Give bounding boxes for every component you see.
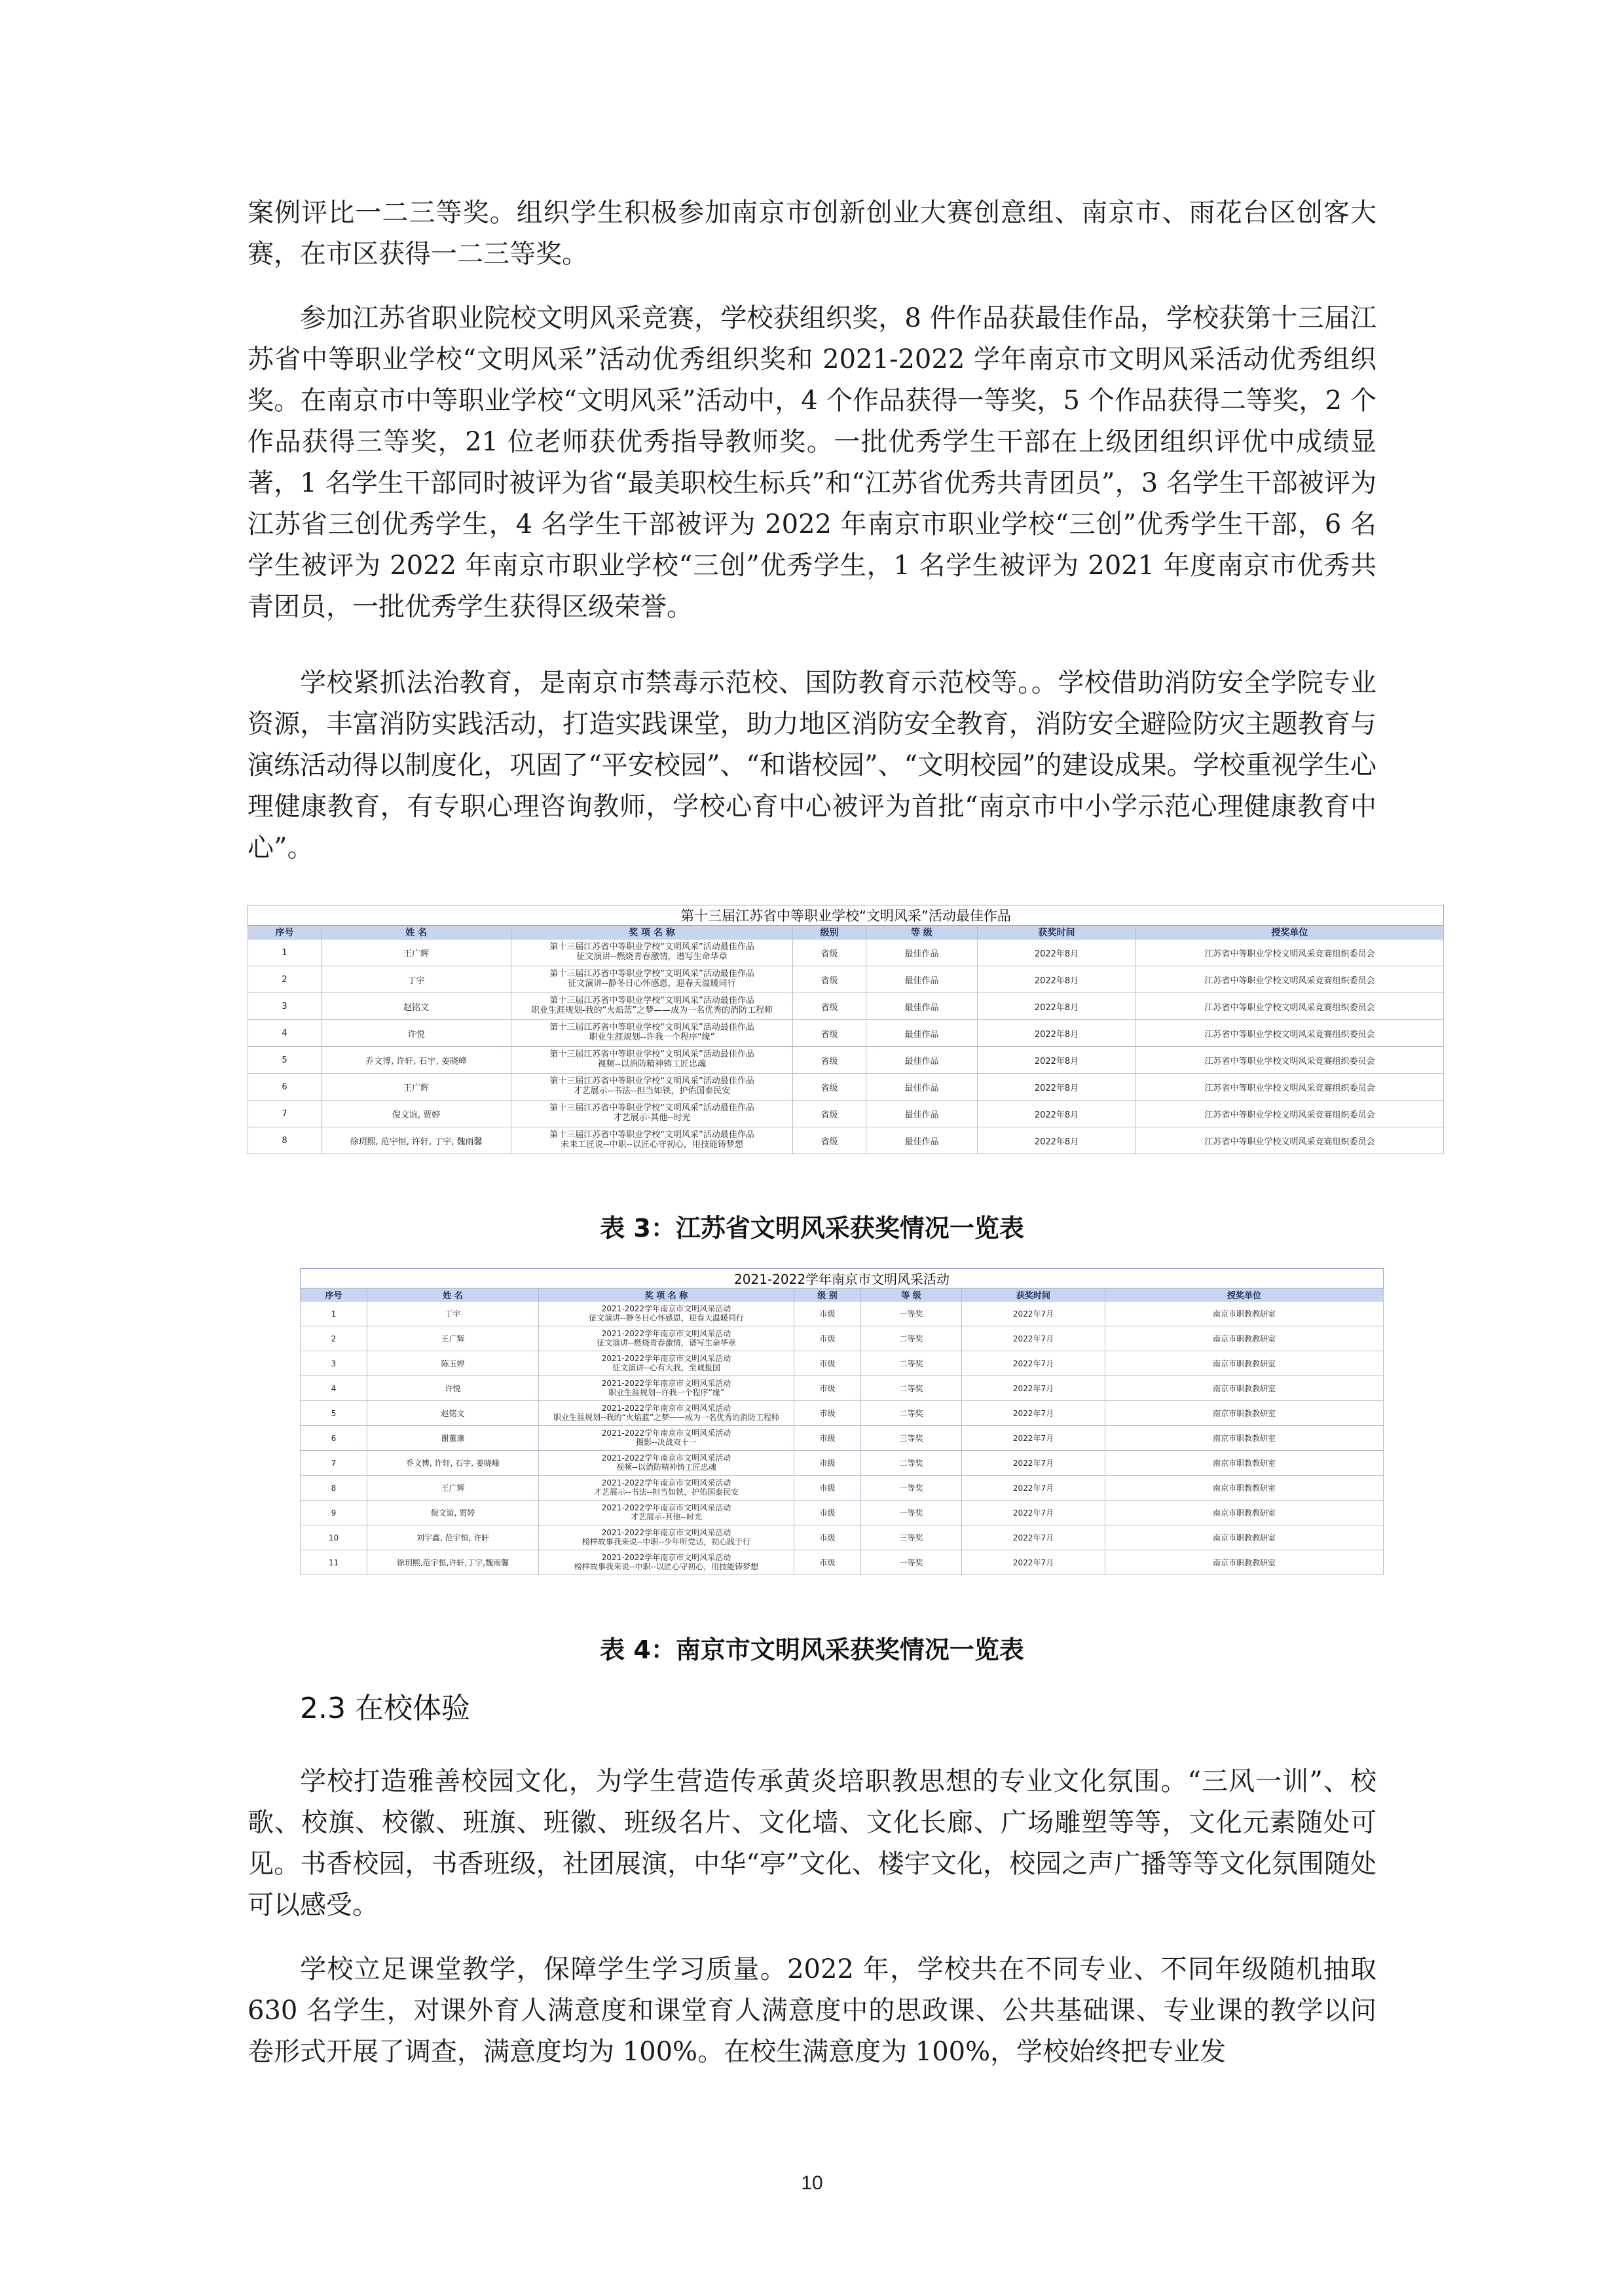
cell-number: 5 (248, 1047, 322, 1074)
table-row (301, 1302, 1384, 1326)
award-title: 2021-2022学年南京市文明风采活动 (601, 1503, 731, 1512)
award-title: 2021-2022学年南京市文明风采活动 (601, 1328, 731, 1338)
cell-grade: 一等奖 (861, 1476, 962, 1501)
cell-name: 乔文博, 许轩, 石宇, 姜晓峰 (322, 1047, 511, 1074)
cell-name: 赵铭文 (322, 993, 511, 1020)
cell-organization: 江苏省中等职业学校文明风采竞赛组织委员会 (1136, 1020, 1444, 1047)
table-row (248, 1074, 1444, 1101)
column-header: 获奖时间 (978, 926, 1136, 939)
column-header: 奖 项 名 称 (539, 1288, 794, 1302)
column-header: 获奖时间 (962, 1288, 1105, 1302)
award-title: 第十三届江苏省中等职业学校“文明风采”活动最佳作品 (549, 1130, 754, 1140)
table-title: 2021-2022学年南京市文明风采活动 (301, 1269, 1384, 1288)
cell-time: 2022年8月 (978, 1127, 1136, 1154)
cell-level: 省级 (793, 1047, 866, 1074)
cell-number: 3 (301, 1351, 367, 1376)
cell-time: 2022年7月 (962, 1550, 1105, 1575)
column-header: 序号 (301, 1288, 367, 1302)
cell-grade: 一等奖 (861, 1550, 962, 1575)
table-row (301, 1376, 1384, 1401)
cell-award (539, 1351, 794, 1376)
table-row (301, 1550, 1384, 1575)
cell-number: 10 (301, 1525, 367, 1550)
cell-name: 许悦 (367, 1376, 539, 1401)
award-work: 视频--以消防精神铸工匠忠魂 (616, 1462, 716, 1472)
cell-level: 市级 (794, 1476, 861, 1501)
cell-award (511, 939, 793, 966)
cell-level: 市级 (794, 1426, 861, 1451)
award-work: 未来工匠说--中职--以匠心守初心，用技能铸梦想 (561, 1140, 743, 1150)
cell-grade: 一等奖 (861, 1302, 962, 1326)
cell-level: 市级 (794, 1550, 861, 1575)
table-row (248, 1047, 1444, 1074)
award-title: 2021-2022学年南京市文明风采活动 (601, 1378, 731, 1388)
column-header: 等 级 (861, 1288, 962, 1302)
cell-award (539, 1302, 794, 1326)
cell-grade: 最佳作品 (866, 1074, 978, 1101)
cell-time: 2022年7月 (962, 1476, 1105, 1501)
table-row (248, 993, 1444, 1020)
paragraph-legal-safety-education: 学校紧抓法治教育，是南京市禁毒示范校、国防教育示范校等。。学校借助消防安全学院专业资源，丰富消防实践活动，打造实践课堂，助力地区消防安全教育，消防安全避险防灾主题教育与演练活动得以制度化，巩固了“平安校园”、“和谐校园”、“文明校园”的建设成果。学校重视学生心理健康教育，有专职心理咨询教师，学校心育中心被评为首批“南京市中小学示范心理健康教育中心”。 (248, 668, 1376, 863)
cell-award (539, 1376, 794, 1401)
table-title: 第十三届江苏省中等职业学校“文明风采”活动最佳作品 (248, 905, 1444, 926)
cell-number: 11 (301, 1550, 367, 1575)
award-title: 2021-2022学年南京市文明风采活动 (601, 1527, 731, 1537)
cell-award (539, 1401, 794, 1426)
cell-time: 2022年7月 (962, 1426, 1105, 1451)
award-title: 第十三届江苏省中等职业学校“文明风采”活动最佳作品 (549, 996, 754, 1006)
table-row (248, 1101, 1444, 1127)
cell-name: 王广辉 (322, 1074, 511, 1101)
cell-name: 丁宇 (367, 1302, 539, 1326)
page-number: 10 (801, 2172, 823, 2194)
cell-grade: 最佳作品 (866, 1101, 978, 1127)
cell-award (511, 1101, 793, 1127)
cell-organization: 江苏省中等职业学校文明风采竞赛组织委员会 (1136, 993, 1444, 1020)
table-row (248, 1020, 1444, 1047)
cell-organization: 江苏省中等职业学校文明风采竞赛组织委员会 (1136, 1127, 1444, 1154)
cell-award (539, 1501, 794, 1525)
cell-number: 4 (248, 1020, 322, 1047)
cell-name: 王广辉 (367, 1326, 539, 1351)
cell-time: 2022年7月 (962, 1302, 1105, 1326)
cell-number: 8 (301, 1476, 367, 1501)
cell-name: 倪文谊, 贾婷 (322, 1101, 511, 1127)
cell-number: 8 (248, 1127, 322, 1154)
cell-grade: 最佳作品 (866, 966, 978, 993)
award-work: 征文演讲--心有大我，至诚报国 (612, 1362, 720, 1372)
cell-name: 刘宇鑫, 范宇恒, 许轩 (367, 1525, 539, 1550)
cell-grade: 三等奖 (861, 1525, 962, 1550)
cell-name: 乔文博, 许轩, 石宇, 姜晓峰 (367, 1451, 539, 1476)
cell-time: 2022年7月 (962, 1376, 1105, 1401)
table-caption: 表 4：南京市文明风采获奖情况一览表 (600, 1635, 1024, 1664)
cell-organization: 江苏省中等职业学校文明风采竞赛组织委员会 (1136, 1047, 1444, 1074)
cell-time: 2022年7月 (962, 1326, 1105, 1351)
cell-level: 市级 (794, 1501, 861, 1525)
table-row (301, 1426, 1384, 1451)
column-header: 等 级 (866, 926, 978, 939)
cell-name: 许悦 (322, 1020, 511, 1047)
award-work: 视频--以消防精神铸工匠忠魂 (597, 1059, 707, 1069)
table-row (301, 1476, 1384, 1501)
paragraph-awards-intro: 案例评比一二三等奖。组织学生积极参加南京市创新创业大赛创意组、南京市、雨花台区创客大赛，在市区获得一二三等奖。 (248, 198, 1376, 269)
table-row (248, 939, 1444, 966)
cell-organization: 南京市职教教研室 (1105, 1426, 1384, 1451)
cell-level: 省级 (793, 1074, 866, 1101)
cell-name: 赵铭文 (367, 1401, 539, 1426)
cell-level: 市级 (794, 1525, 861, 1550)
award-work: 才艺展示-其他--时光 (631, 1512, 702, 1522)
cell-level: 省级 (793, 1020, 866, 1047)
cell-award (511, 1020, 793, 1047)
cell-level: 省级 (793, 1127, 866, 1154)
cell-organization: 南京市职教教研室 (1105, 1476, 1384, 1501)
cell-time: 2022年8月 (978, 1074, 1136, 1101)
cell-organization: 江苏省中等职业学校文明风采竞赛组织委员会 (1136, 1074, 1444, 1101)
cell-name: 王广辉 (367, 1476, 539, 1501)
cell-level: 省级 (793, 966, 866, 993)
table-row (301, 1525, 1384, 1550)
cell-grade: 一等奖 (861, 1501, 962, 1525)
cell-number: 2 (301, 1326, 367, 1351)
cell-organization: 南京市职教教研室 (1105, 1401, 1384, 1426)
table-row (301, 1401, 1384, 1426)
cell-name: 丁宇 (322, 966, 511, 993)
cell-award (511, 1047, 793, 1074)
cell-name: 徐玥熙, 范宇恒, 许轩, 丁宇, 魏雨馨 (322, 1127, 511, 1154)
cell-grade: 最佳作品 (866, 1127, 978, 1154)
cell-grade: 二等奖 (861, 1376, 962, 1401)
cell-grade: 二等奖 (861, 1326, 962, 1351)
cell-number: 4 (301, 1376, 367, 1401)
cell-level: 省级 (793, 939, 866, 966)
award-title: 2021-2022学年南京市文明风采活动 (601, 1303, 731, 1313)
jiangsu-awards-table (248, 905, 1444, 1154)
cell-level: 市级 (794, 1451, 861, 1476)
table-row (248, 1127, 1444, 1154)
award-title: 第十三届江苏省中等职业学校“文明风采”活动最佳作品 (549, 1049, 754, 1060)
cell-number: 3 (248, 993, 322, 1020)
cell-award (539, 1550, 794, 1575)
column-header: 序号 (248, 926, 322, 939)
award-work: 征文演讲--燃烧青春激情，谱写生命华章 (576, 952, 728, 962)
award-work: 榜样故事我来说--中职--少年听党话，初心践于行 (581, 1537, 751, 1546)
cell-time: 2022年7月 (962, 1501, 1105, 1525)
cell-number: 2 (248, 966, 322, 993)
section-heading: 2.3 在校体验 (300, 1692, 470, 1725)
nanjing-awards-table (300, 1268, 1384, 1575)
cell-time: 2022年7月 (962, 1525, 1105, 1550)
award-title: 2021-2022学年南京市文明风采活动 (601, 1453, 731, 1463)
cell-level: 省级 (793, 1101, 866, 1127)
award-work: 职业生涯规划--许我一个程序“缘” (608, 1387, 725, 1397)
cell-number: 6 (301, 1426, 367, 1451)
award-work: 职业生涯规划-我的“火焰蓝”之梦——成为一名优秀的消防工程师 (530, 1006, 773, 1015)
cell-award (511, 966, 793, 993)
column-header: 授奖单位 (1136, 926, 1444, 939)
cell-level: 市级 (794, 1351, 861, 1376)
cell-organization: 南京市职教教研室 (1105, 1501, 1384, 1525)
cell-award (539, 1525, 794, 1550)
award-work: 征文演讲--静冬日心怀感恩，迎春天温暖同行 (568, 979, 736, 989)
cell-level: 市级 (794, 1376, 861, 1401)
award-work: 才艺展示--书法--担当如铁，护佑国泰民安 (593, 1487, 739, 1497)
cell-award (539, 1476, 794, 1501)
cell-organization: 南京市职教教研室 (1105, 1525, 1384, 1550)
column-header: 姓 名 (367, 1288, 539, 1302)
cell-name: 倪文谊, 贾婷 (367, 1501, 539, 1525)
award-work: 征文演讲--燃烧青春激情，谱写生命华章 (597, 1338, 736, 1347)
cell-number: 1 (301, 1302, 367, 1326)
cell-grade: 最佳作品 (866, 993, 978, 1020)
cell-grade: 三等奖 (861, 1426, 962, 1451)
cell-award (511, 1074, 793, 1101)
cell-award (539, 1426, 794, 1451)
award-title: 第十三届江苏省中等职业学校“文明风采”活动最佳作品 (549, 969, 754, 979)
cell-organization: 江苏省中等职业学校文明风采竞赛组织委员会 (1136, 966, 1444, 993)
award-work: 职业生涯规划--我的“火焰蓝”之梦——成为一名优秀的消防工程师 (553, 1412, 780, 1422)
cell-level: 市级 (794, 1302, 861, 1326)
cell-level: 市级 (794, 1326, 861, 1351)
paragraph-campus-culture: 学校打造雅善校园文化，为学生营造传承黄炎培职教思想的专业文化氛围。“三风一训”、校歌、校旗、校徽、班旗、班徽、班级名片、文化墙、文化长廊、广场雕塑等等，文化元素随处可见。书香校园，书香班级，社团展演，中华“亭”文化、楼宇文化，校园之声广播等等文化氛围随处可以感受。 (248, 1766, 1376, 1920)
column-header: 授奖单位 (1105, 1288, 1384, 1302)
cell-name: 陈玉婷 (367, 1351, 539, 1376)
cell-number: 7 (248, 1101, 322, 1127)
cell-organization: 南京市职教教研室 (1105, 1550, 1384, 1575)
cell-award (539, 1451, 794, 1476)
award-title: 第十三届江苏省中等职业学校“文明风采”活动最佳作品 (549, 1076, 754, 1087)
award-work: 才艺展示-其他--时光 (613, 1113, 691, 1123)
cell-time: 2022年7月 (962, 1351, 1105, 1376)
cell-grade: 最佳作品 (866, 1047, 978, 1074)
award-title: 2021-2022学年南京市文明风采活动 (601, 1428, 731, 1438)
cell-grade: 最佳作品 (866, 1020, 978, 1047)
cell-organization: 南京市职教教研室 (1105, 1351, 1384, 1376)
award-title: 2021-2022学年南京市文明风采活动 (601, 1403, 731, 1413)
table-caption: 表 3：江苏省文明风采获奖情况一览表 (600, 1214, 1024, 1243)
award-work: 征文演讲--静冬日心怀感恩，迎春天温暖同行 (589, 1313, 744, 1322)
paragraph-classroom-teaching: 学校立足课堂教学，保障学生学习质量。2022 年，学校共在不同专业、不同年级随机抽取 630 名学生，对课外育人满意度和课堂育人满意度中的思政课、公共基础课、专业课的教学以问卷形式开展了调查，满意度均为 100%。在校生满意度为 100%，学校始终把专业发 (248, 1954, 1376, 2067)
cell-number: 7 (301, 1451, 367, 1476)
cell-number: 6 (248, 1074, 322, 1101)
award-title: 第十三届江苏省中等职业学校“文明风采”活动最佳作品 (549, 1103, 754, 1114)
award-work: 摄影--决战双十一 (636, 1437, 697, 1447)
award-title: 2021-2022学年南京市文明风采活动 (601, 1353, 731, 1363)
cell-award (511, 1127, 793, 1154)
cell-name: 王广辉 (322, 939, 511, 966)
table-row (301, 1326, 1384, 1351)
cell-name: 谢董康 (367, 1426, 539, 1451)
cell-grade: 最佳作品 (866, 939, 978, 966)
cell-organization: 南京市职教教研室 (1105, 1326, 1384, 1351)
cell-award (511, 993, 793, 1020)
cell-number: 1 (248, 939, 322, 966)
award-work: 职业生涯规划--许我一个程序“缘” (589, 1032, 715, 1042)
award-title: 第十三届江苏省中等职业学校“文明风采”活动最佳作品 (549, 1023, 754, 1033)
column-header: 级别 (793, 926, 866, 939)
cell-number: 5 (301, 1401, 367, 1426)
table-row (301, 1351, 1384, 1376)
cell-time: 2022年7月 (962, 1401, 1105, 1426)
award-title: 第十三届江苏省中等职业学校“文明风采”活动最佳作品 (549, 942, 754, 953)
cell-time: 2022年8月 (978, 1047, 1136, 1074)
award-work: 榜样故事我来说--中职--以匠心守初心，用技能铸梦想 (574, 1561, 759, 1571)
award-title: 2021-2022学年南京市文明风采活动 (601, 1478, 731, 1487)
paragraph-civilization-contest: 参加江苏省职业院校文明风采竞赛，学校获组织奖，8 件作品获最佳作品，学校获第十三届江苏省中等职业学校“文明风采”活动优秀组织奖和 2021-2022 学年南京市文明风采活动优秀组织奖。在南京市中等职业学校“文明风采”活动中，4 个作品获得一等奖，5 个作品获得二等奖，2 个作品获得三等奖，21 位老师获优秀指导教师奖。一批优秀学生干部在上级团组织评优中成绩显著，1 名学生干部同时被评为省“最美职校生标兵”和“江苏省优秀共青团员”，3 名学生干部被评为江苏省三创优秀学生，4 名学生干部被评为 2022 年南京市职业学校“三创”优秀学生干部，6 名学生被评为 2022 年南京市职业学校“三创”优秀学生，1 名学生被评为 2021 年度南京市优秀共青团员，一批优秀学生获得区级荣誉。 (248, 303, 1376, 622)
column-header: 姓 名 (322, 926, 511, 939)
cell-time: 2022年8月 (978, 1101, 1136, 1127)
cell-organization: 南京市职教教研室 (1105, 1451, 1384, 1476)
cell-award (539, 1326, 794, 1351)
cell-time: 2022年7月 (962, 1451, 1105, 1476)
column-header: 级 别 (794, 1288, 861, 1302)
cell-organization: 南京市职教教研室 (1105, 1376, 1384, 1401)
cell-time: 2022年8月 (978, 993, 1136, 1020)
cell-level: 省级 (793, 993, 866, 1020)
award-title: 2021-2022学年南京市文明风采活动 (601, 1552, 731, 1562)
cell-grade: 二等奖 (861, 1451, 962, 1476)
cell-time: 2022年8月 (978, 966, 1136, 993)
cell-organization: 江苏省中等职业学校文明风采竞赛组织委员会 (1136, 939, 1444, 966)
cell-grade: 二等奖 (861, 1351, 962, 1376)
cell-organization: 江苏省中等职业学校文明风采竞赛组织委员会 (1136, 1101, 1444, 1127)
table-row (248, 966, 1444, 993)
cell-number: 9 (301, 1501, 367, 1525)
cell-organization: 南京市职教教研室 (1105, 1302, 1384, 1326)
cell-time: 2022年8月 (978, 1020, 1136, 1047)
table-row (301, 1451, 1384, 1476)
column-header: 奖 项 名 称 (511, 926, 793, 939)
cell-level: 市级 (794, 1401, 861, 1426)
cell-name: 徐玥熙,范宇恒,许轩,丁宇,魏雨馨 (367, 1550, 539, 1575)
cell-time: 2022年8月 (978, 939, 1136, 966)
table-row (301, 1501, 1384, 1525)
cell-grade: 二等奖 (861, 1401, 962, 1426)
award-work: 才艺展示--书法--担当如铁，护佑国泰民安 (573, 1086, 731, 1096)
